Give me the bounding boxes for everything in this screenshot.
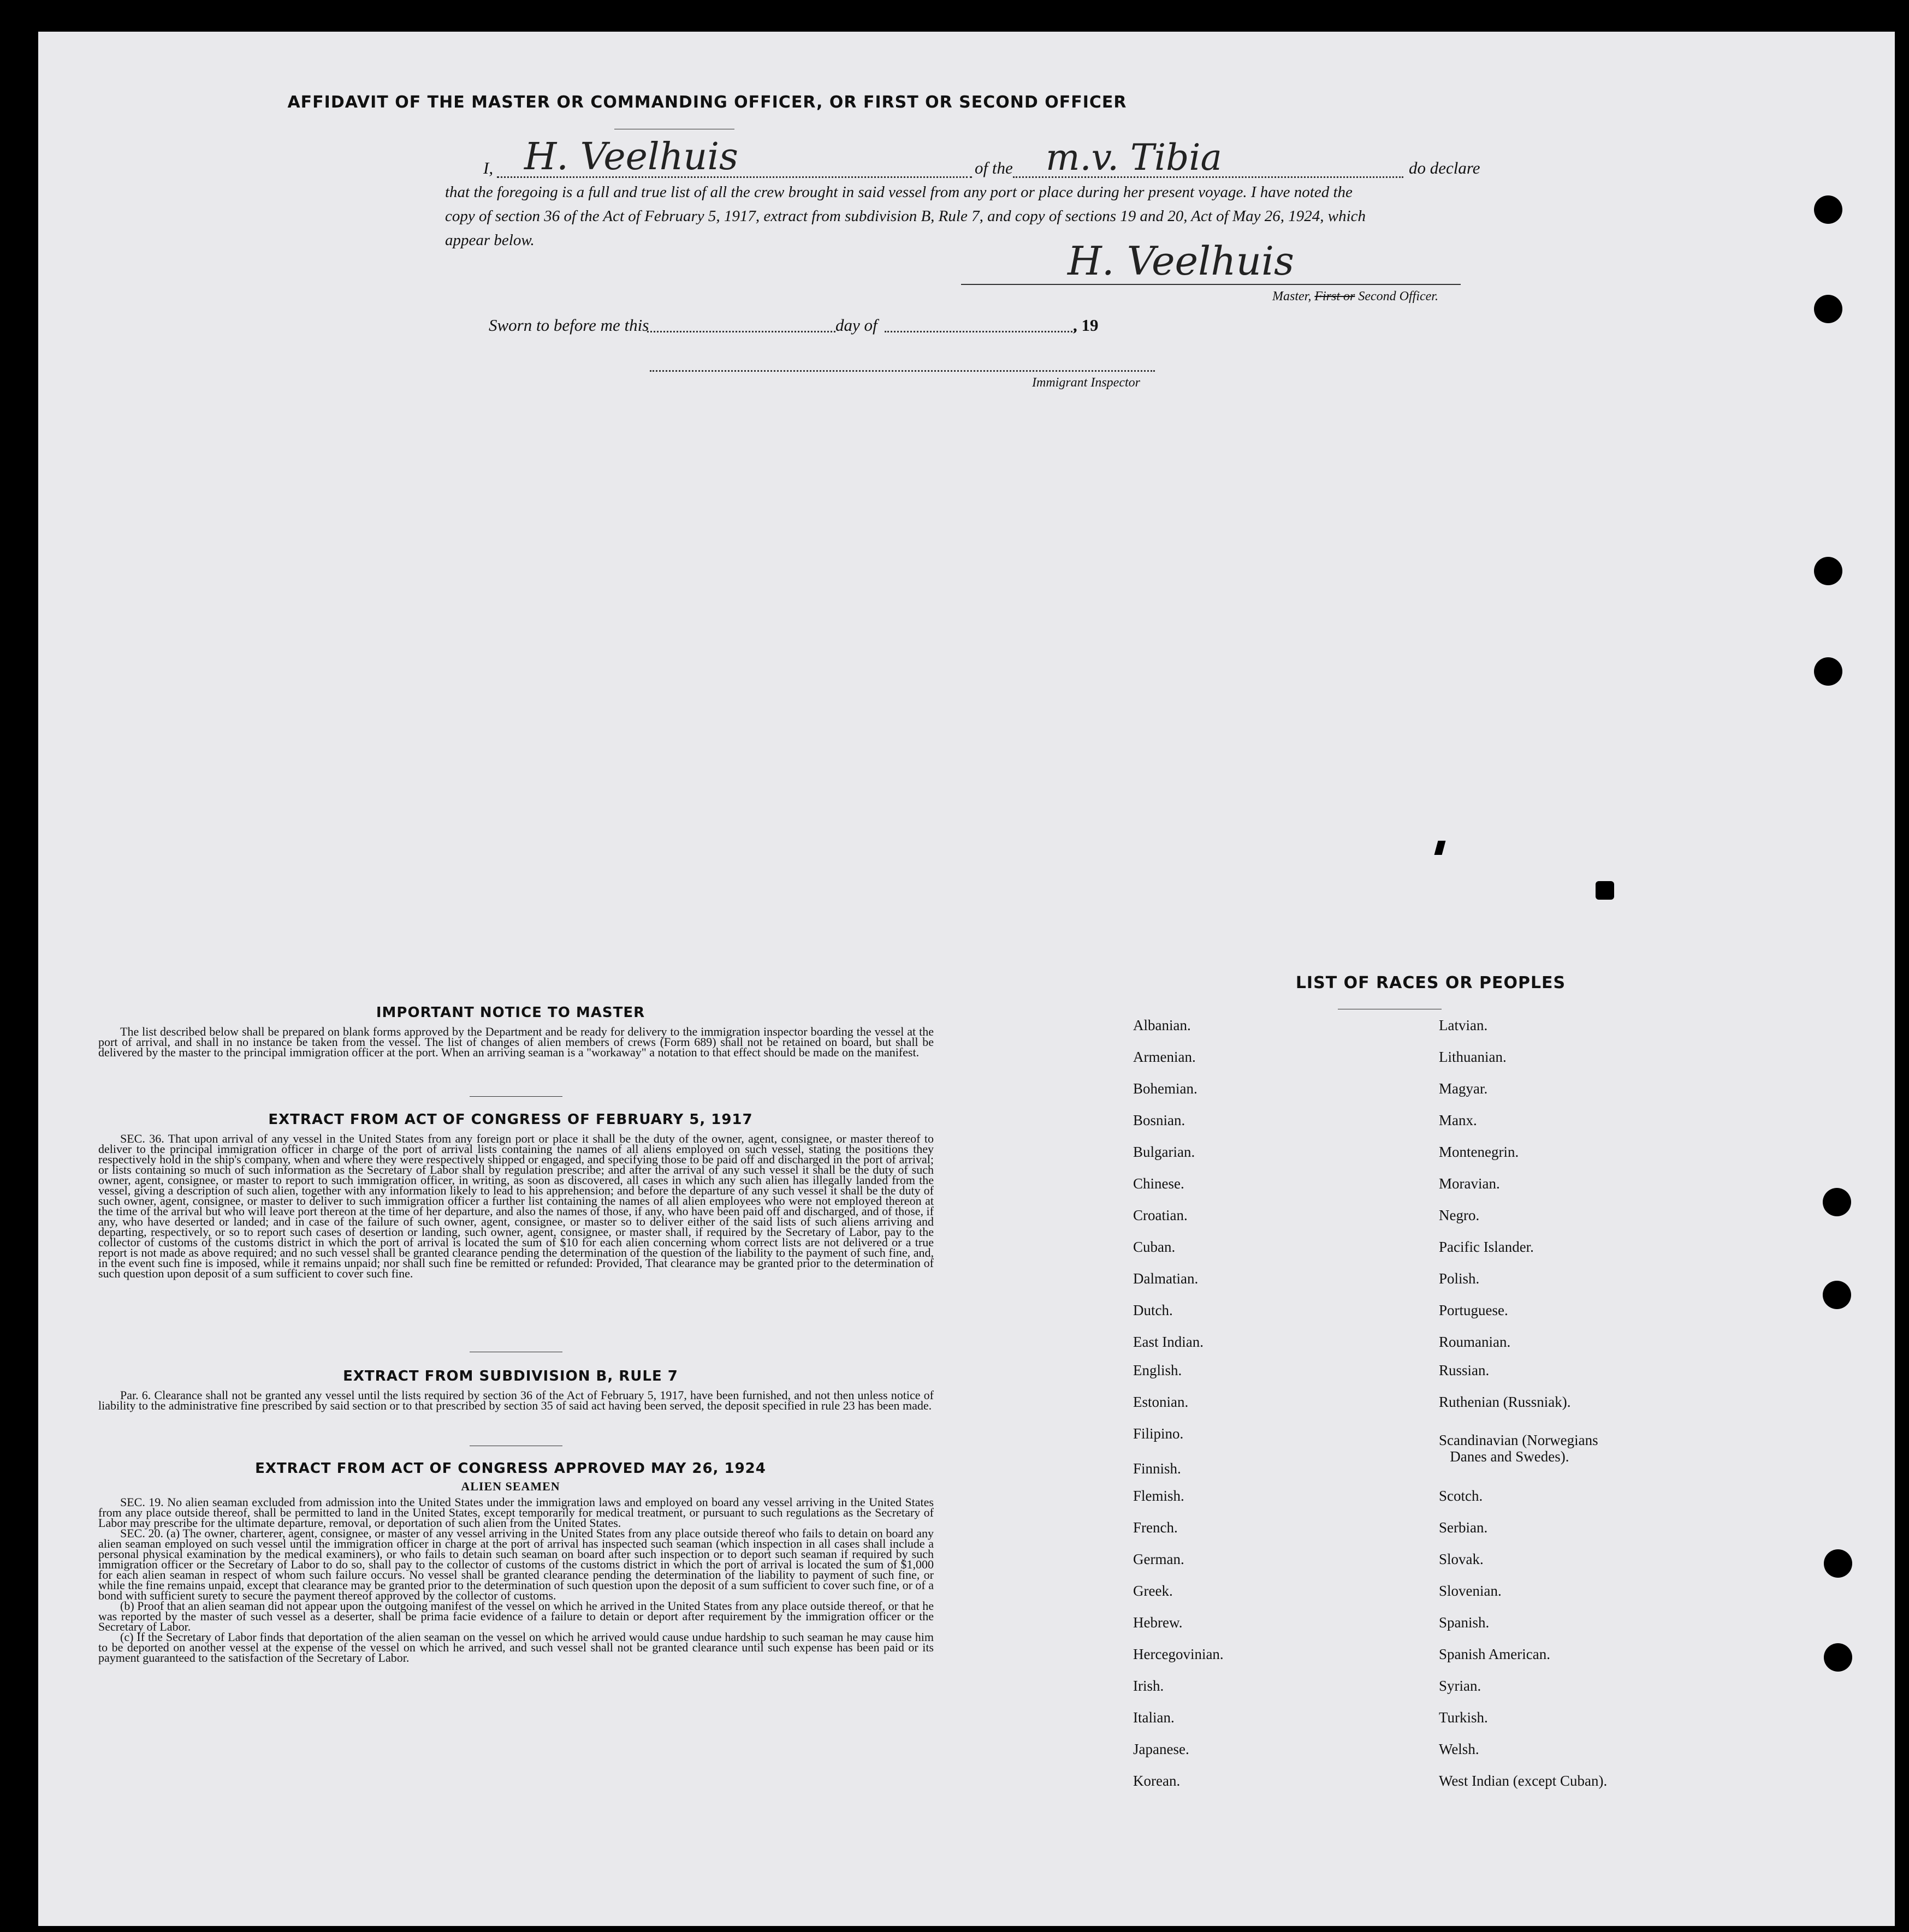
inspector-caption: Immigrant Inspector [1032,376,1140,390]
sec-19-text: SEC. 19. No alien seaman excluded from admission into the United States under the immigration laws and employed on board any vessel arriving in the United States from any place outside thereof, shall be permitted to land in the United States, except temporarily for medical treatment, or pursuant to such regulations as the Secretary of Labor may prescribe for the ultimate departure, removal, or deportation of such alien from the United States. [98,1495,934,1530]
i-label: I, [483,158,494,177]
extract-1917-text: SEC. 36. That upon arrival of any vessel in the United States from any foreign port or place it shall be the duty of the owner, agent, consignee, or master thereof to deliver to the principal immigration officer in charge of the port of arrival lists containing the names of all aliens employed on such vessel, stating the positions they respectively hold in the ship's company, when and where they were respectively shipped or engaged, and specifying those to be paid off and discharged in the port of arrival; or lists containing so much of such information as the Secretary of Labor shall by regulation prescribe; and after the arrival of any such vessel it shall be the duty of such owner, agent, consignee, or master to report to such immigration officer, in writing, as soon as discovered, all cases in which any such alien has illegally landed from the vessel, giving a description of such alien, together with any information likely to lead to his apprehension; and before the departure of any such vessel it shall be the duty of such owner, agent, consignee, or master to deliver to such immigration officer a further list containing the names of all alien employees who were not employed thereon at the time of the arrival but who will leave port thereon at the time of her departure, and also the names of those, if any, who have been paid off and discharged, and of those, if any, who have deserted or landed; and in case of the failure of such owner, agent, consignee, or master so to deliver either of the said lists of such aliens arriving and departing, respectively, or so to report such cases of desertion or landing, such owner, agent, consignee, or master shall, if required by the Secretary of Labor, pay to the collector of customs of the customs district in which the port of arrival is located the sum of $10 for each alien concerning whom correct lists are not delivered or a true report is not made as above required; and no such vessel shall be granted clearance pending the determination of the question of the liability to the payment of such fine, and, in the event such fine is imposed, while it remains unpaid; nor shall such fine be remitted or refunded: Provided, That clearance may be granted prior to the determination of such question upon deposit of a sum sufficient to cover such fine. [98,1132,934,1280]
signature-caption-prefix: Master, [1272,289,1312,304]
race-right-22: Welsh. [1439,1741,1479,1757]
race-left-22: Italian. [1133,1709,1175,1726]
race-left-19: Hebrew. [1133,1614,1183,1631]
race-left-17: German. [1133,1551,1184,1567]
race-left-1: Armenian. [1133,1049,1196,1065]
sec-20c-text: (c) If the Secretary of Labor finds that deportation of the alien seaman on the vessel on which he arrived would cause undue hardship to such seaman he may cause him to be deported on another vessel at the expense of the vessel on which he arrived, and such vessel shall not be granted clearance until such expense has been paid or its payment guaranteed to the satisfaction of the Secretary of Labor. [98,1630,934,1665]
punch-hole [1823,1188,1851,1216]
signature-caption-struck: First or [1314,289,1355,304]
race-right-12: Ruthenian (Russniak). [1439,1394,1571,1410]
race-left-8: Dalmatian. [1133,1270,1199,1287]
race-right-0: Latvian. [1439,1017,1488,1033]
punch-hole [1814,657,1842,686]
punch-hole [1824,1549,1852,1578]
sec-20a-text: SEC. 20. (a) The owner, charterer, agent, consignee, or master of any vessel arriving in the United States from any place outside thereof who fails to detain on board any alien seaman employed on such vessel until the immigration officer in charge at the port of arrival has inspected such seaman (which inspection in all cases shall include a personal physical examination by the medical examiners), or who fails to detain such seaman on board after such inspection or to deport such seaman if required by such immigration officer or the Secretary of Labor to do so, shall pay to the collector of customs of the customs district in which the port of arrival is located the sum of $1,000 for each alien seaman in respect of whom such failure occurs. No vessel shall be granted clearance pending the determination of the liability to payment of such fine, or while the fine remains unpaid, except that clearance may be granted prior to the determination of such question upon the deposit of a sum sufficient to cover such fine, or of a bond with sufficient surety to secure the payment thereof approved by the collector of customs. [98,1526,934,1602]
vessel-handwritten: m.v. Tibia [1046,136,1222,179]
master-name-handwritten: H. Veelhuis [524,135,738,179]
punch-hole [1814,195,1842,224]
race-right-17: Slovenian. [1439,1583,1502,1599]
affidavit-body-line-1: that the foregoing is a full and true list of all the crew brought in said vessel from any port or place during her present voyage. I have noted the [445,183,1353,201]
race-right-8: Polish. [1439,1270,1480,1287]
document-page [38,32,1895,1926]
race-left-11: English. [1133,1362,1182,1378]
signature-caption-suffix: Second Officer. [1358,289,1438,304]
divider-1 [470,1096,562,1097]
race-right-5: Moravian. [1439,1175,1500,1192]
sworn-label: Sworn to before me this [489,316,649,335]
race-left-18: Greek. [1133,1583,1173,1599]
sworn-day-line [647,331,835,332]
race-right-1: Lithuanian. [1439,1049,1507,1065]
race-left-5: Chinese. [1133,1175,1184,1192]
day-of-label: day of [835,316,878,335]
race-right-20: Syrian. [1439,1678,1481,1694]
race-left-2: Bohemian. [1133,1080,1197,1097]
race-right-16: Slovak. [1439,1551,1484,1567]
race-left-7: Cuban. [1133,1239,1176,1255]
race-right-2: Magyar. [1439,1080,1488,1097]
extract-1924-title: EXTRACT FROM ACT OF CONGRESS APPROVED MAY 26, 1924 [255,1460,766,1477]
race-left-12: Estonian. [1133,1394,1189,1410]
inspector-signature-line [650,370,1155,372]
master-signature-handwritten: H. Veelhuis [1068,238,1294,284]
race-left-15: Flemish. [1133,1488,1184,1504]
race-left-16: French. [1133,1519,1178,1536]
race-left-20: Hercegovinian. [1133,1646,1224,1662]
race-left-4: Bulgarian. [1133,1144,1195,1160]
race-left-13: Filipino. [1133,1425,1184,1442]
race-right-3: Manx. [1439,1112,1477,1128]
punch-hole [1814,557,1842,585]
race-left-21: Irish. [1133,1678,1164,1694]
ink-mark [1434,841,1446,855]
affidavit-body-line-2: copy of section 36 of the Act of February 5, 1917, extract from subdivision B, Rule 7, and copy of sections 19 and 20, Act of May 26, 1924, which [445,207,1366,225]
race-right-10: Roumanian. [1439,1334,1511,1350]
race-right-4: Montenegrin. [1439,1144,1519,1160]
race-right-15: Serbian. [1439,1519,1488,1536]
sworn-month-line [885,331,1076,332]
race-left-9: Dutch. [1133,1302,1173,1318]
races-title: LIST OF RACES OR PEOPLES [1295,973,1566,992]
race-right-23: West Indian (except Cuban). [1439,1773,1608,1789]
race-left-3: Bosnian. [1133,1112,1185,1128]
of-the-label: of the [975,158,1013,177]
race-right-18: Spanish. [1439,1614,1490,1631]
race-left-10: East Indian. [1133,1334,1204,1350]
notice-title: IMPORTANT NOTICE TO MASTER [376,1004,645,1021]
race-right-7: Pacific Islander. [1439,1239,1534,1255]
race-left-14: Finnish. [1133,1460,1181,1477]
race-right-19: Spanish American. [1439,1646,1550,1662]
race-left-0: Albanian. [1133,1017,1191,1033]
extract-1924-subtitle: ALIEN SEAMEN [461,1479,560,1493]
race-right-6: Negro. [1439,1207,1480,1223]
race-right-11: Russian. [1439,1362,1490,1378]
punch-hole [1814,295,1842,323]
extract-1924-body [98,1497,934,1663]
race-right-9: Portuguese. [1439,1302,1508,1318]
sec-20b-text: (b) Proof that an alien seaman did not appear upon the outgoing manifest of the vessel on which he arrived in the United States from any place outside thereof, or that he was reported by the master of such vessel as a deserter, shall be prima facie evidence of a failure to detain or deport after requirement by the immigration officer or the Secretary of Labor. [98,1599,934,1633]
punch-hole [1823,1281,1851,1309]
year-label: , 19 [1073,316,1099,335]
race-left-6: Croatian. [1133,1207,1188,1223]
signature-line [961,284,1461,285]
extract-rule7-title: EXTRACT FROM SUBDIVISION B, RULE 7 [343,1368,678,1384]
race-left-23: Japanese. [1133,1741,1189,1757]
extract-rule7-text: Par. 6. Clearance shall not be granted any vessel until the lists required by section 36 of the Act of February 5, 1917, have been furnished, and not then unless notice of liability to the administrative fine prescribed by said section or to that prescribed by section 35 of said act having been served, the deposit specified in rule 23 has been made. [98,1388,934,1412]
race-right-13: Scandinavian (Norwegians Danes and Swedes). [1439,1432,1598,1465]
affidavit-body-line-3: appear below. [445,231,535,249]
race-right-21: Turkish. [1439,1709,1488,1726]
race-right-14: Scotch. [1439,1488,1483,1504]
race-left-24: Korean. [1133,1773,1181,1789]
notice-text: The list described below shall be prepared on blank forms approved by the Department and be ready for delivery to the immigration inspector boarding the vessel at the port of arrival, and shall in no instance be taken from the vessel. The list of changes of alien members of crews (Form 689) shall not be retained on board, but shall be delivered by the master to the principal immigration officer at the port. When an arriving seaman is a "workaway" a notation to that effect should be made on the manifest. [98,1025,934,1059]
do-declare-label: do declare [1409,158,1480,177]
punch-hole [1824,1643,1852,1672]
affidavit-title: AFFIDAVIT OF THE MASTER OR COMMANDING OFFICER, OR FIRST OR SECOND OFFICER [287,93,1127,112]
signature-caption [1272,289,1438,304]
extract-1917-title: EXTRACT FROM ACT OF CONGRESS OF FEBRUARY 5, 1917 [268,1111,753,1128]
ink-mark [1596,881,1614,900]
